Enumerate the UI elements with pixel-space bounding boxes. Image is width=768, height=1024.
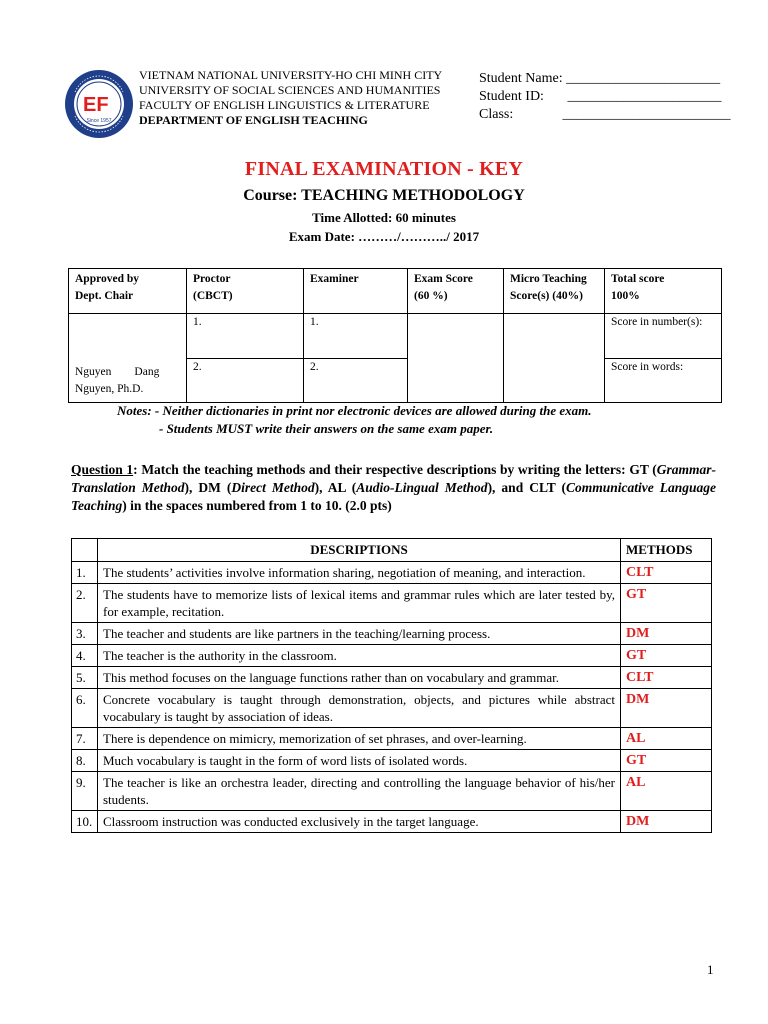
row-number: 3.	[72, 623, 98, 645]
row-description: Concrete vocabulary is taught through demonstration, objects, and pictures while abstract vocabulary is taught by association of ideas.	[98, 689, 621, 728]
row-description: Classroom instruction was conducted exclusively in the target language.	[98, 811, 621, 833]
row-method-answer: DM	[621, 811, 712, 833]
examiner-1: 1.	[304, 314, 408, 359]
row-method-answer: GT	[621, 584, 712, 623]
micro-score-cell	[504, 314, 605, 403]
row-number: 1.	[72, 562, 98, 584]
student-info	[479, 70, 731, 124]
row-method-answer: CLT	[621, 562, 712, 584]
row-number: 9.	[72, 772, 98, 811]
header-micro-teaching: Micro Teaching Score(s) (40%)	[504, 269, 605, 314]
question-1-prompt: Question 1: Match the teaching methods and their respective descriptions by writing the letters: GT (Grammar-Translation Method), DM (Direct Method), AL (Audio-Lingual Method), and CLT (Communicative Language Teaching) in the spaces numbered from 1 to 10. (2.0 pts)	[71, 462, 716, 513]
row-description: The teacher is like an orchestra leader, directing and controlling the language behavior of his/her students.	[98, 772, 621, 811]
row-number: 6.	[72, 689, 98, 728]
student-name-row	[479, 70, 731, 88]
score-in-numbers: Score in number(s):	[605, 314, 722, 359]
row-number: 2.	[72, 584, 98, 623]
row-description: There is dependence on mimicry, memorization of set phrases, and over-learning.	[98, 728, 621, 750]
row-number: 5.	[72, 667, 98, 689]
row-description: The teacher is the authority in the classroom.	[98, 645, 621, 667]
header-exam-score: Exam Score (60 %)	[408, 269, 504, 314]
row-description: Much vocabulary is taught in the form of word lists of isolated words.	[98, 750, 621, 772]
proctor-2: 2.	[187, 358, 304, 403]
logo-since: Since 1957	[86, 118, 112, 124]
row-description: This method focuses on the language functions rather than on vocabulary and grammar.	[98, 667, 621, 689]
table-row	[72, 667, 712, 689]
class-row	[479, 106, 731, 124]
row-description: The students have to memorize lists of lexical items and grammar rules which are later tested by, for example, recitation.	[98, 584, 621, 623]
row-method-answer: AL	[621, 772, 712, 811]
row-number: 8.	[72, 750, 98, 772]
class-label: Class:	[479, 107, 514, 122]
university-line: FACULTY OF ENGLISH LINGUISTICS & LITERATURE	[139, 98, 430, 112]
table-row	[72, 562, 712, 584]
row-description: The students’ activities involve information sharing, negotiation of meaning, and interaction.	[98, 562, 621, 584]
row-method-answer: GT	[621, 645, 712, 667]
row-method-answer: GT	[621, 750, 712, 772]
university-header	[139, 68, 442, 128]
header-approved: Approved by Dept. Chair	[69, 269, 187, 314]
university-line: UNIVERSITY OF SOCIAL SCIENCES AND HUMANITIES	[139, 83, 441, 97]
student-id-label: Student ID:	[479, 89, 544, 104]
exam-date: Exam Date: ………/………../ 2017	[288, 229, 480, 244]
student-name-blank: ______________________	[566, 71, 721, 86]
table-row	[72, 811, 712, 833]
table-row	[72, 772, 712, 811]
course-title: Course: TEACHING METHODOLOGY	[243, 187, 525, 204]
header-descriptions: DESCRIPTIONS	[98, 539, 621, 562]
row-method-answer: DM	[621, 623, 712, 645]
table-row	[72, 584, 712, 623]
examiner-2: 2.	[304, 358, 408, 403]
student-id-blank: ______________________	[567, 89, 722, 104]
exam-score-cell	[408, 314, 504, 403]
logo-text: EF	[83, 94, 109, 116]
proctor-1: 1.	[187, 314, 304, 359]
student-id-row	[479, 88, 731, 106]
time-allotted: Time Allotted: 60 minutes	[312, 210, 456, 225]
header-methods: METHODS	[621, 539, 712, 562]
exam-title: FINAL EXAMINATION - KEY	[244, 158, 524, 180]
row-number: 10.	[72, 811, 98, 833]
table-row	[72, 689, 712, 728]
row-description: The teacher and students are like partners in the teaching/learning process.	[98, 623, 621, 645]
department-name: DEPARTMENT OF ENGLISH TEACHING	[139, 113, 368, 127]
row-method-answer: AL	[621, 728, 712, 750]
row-number: 7.	[72, 728, 98, 750]
table-row	[72, 623, 712, 645]
page-number: 1	[707, 962, 714, 977]
note-line-2: - Students MUST write their answers on the same exam paper.	[159, 421, 494, 436]
descriptions-table	[71, 538, 712, 833]
header-number	[72, 539, 98, 562]
header-examiner: Examiner	[304, 269, 408, 314]
faculty-logo	[63, 68, 135, 140]
signature-table	[68, 268, 722, 403]
score-in-words: Score in words:	[605, 358, 722, 403]
class-blank: ________________________	[562, 107, 731, 122]
table-row	[72, 645, 712, 667]
header-proctor: Proctor (CBCT)	[187, 269, 304, 314]
university-line: VIETNAM NATIONAL UNIVERSITY-HO CHI MINH CITY	[139, 68, 443, 82]
table-row	[72, 728, 712, 750]
question-label: Question 1	[71, 462, 134, 477]
student-name-label: Student Name:	[479, 71, 563, 86]
table-row	[72, 750, 712, 772]
row-number: 4.	[72, 645, 98, 667]
chair-name: Nguyen Dang Nguyen, Ph.D.	[69, 314, 187, 403]
row-method-answer: DM	[621, 689, 712, 728]
header-total-score: Total score 100%	[605, 269, 722, 314]
exam-notes	[117, 402, 591, 438]
note-line-1: Notes: - Neither dictionaries in print nor electronic devices are allowed during the exam.	[117, 403, 592, 418]
row-method-answer: CLT	[621, 667, 712, 689]
